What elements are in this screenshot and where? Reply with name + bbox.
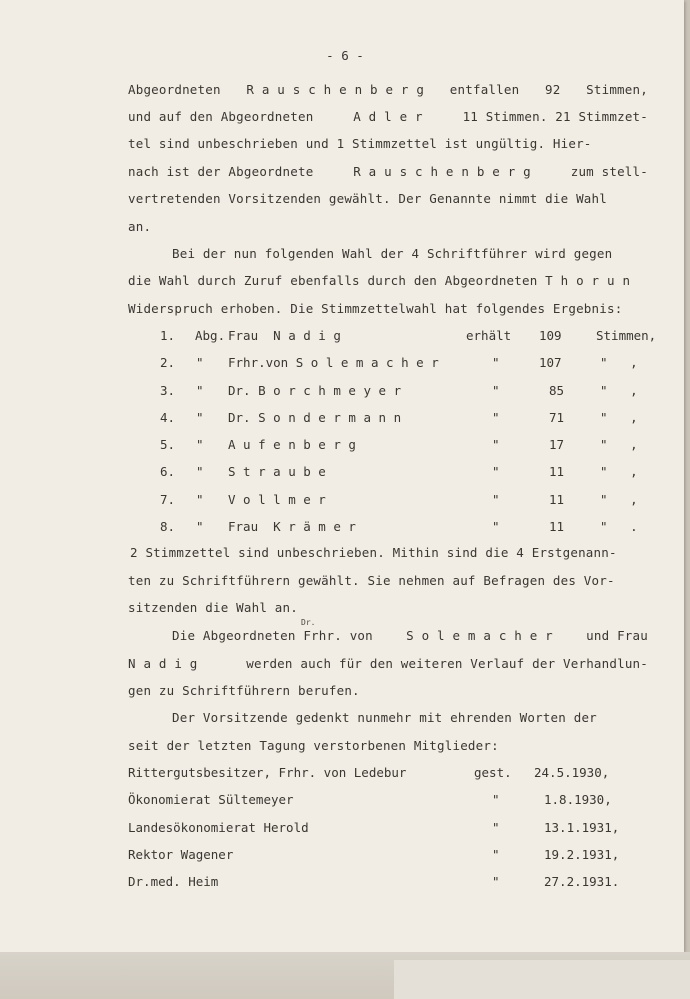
para2-line-3: Widerspruch erhoben. Die Stimmzettelwahl hat folgendes Ergebnis:	[128, 301, 623, 316]
vote-verb: erhält	[466, 328, 512, 343]
vote-prefix: "	[196, 519, 204, 534]
vote-num: 7.	[160, 492, 176, 507]
vote-count: 17	[549, 437, 565, 452]
spaced-name: A d l e r	[353, 109, 423, 124]
vote-unit: " ,	[600, 492, 638, 507]
para5-line-1: Der Vorsitzende gedenkt nunmehr mit ehrenden Worten der	[172, 710, 597, 725]
underlying-page-tab	[394, 960, 690, 999]
vote-name: Frau K r ä m e r	[228, 519, 356, 534]
text-span: Die Abgeordneten Frhr. von	[172, 628, 373, 643]
vote-count: 11	[549, 492, 565, 507]
deceased-mark: "	[492, 820, 500, 835]
vote-num: 4.	[160, 410, 176, 425]
deceased-name: Landesökonomierat Herold	[128, 820, 309, 835]
deceased-name: Rektor Wagener	[128, 847, 234, 862]
vote-count: 107	[539, 355, 562, 370]
vote-name: V o l l m e r	[228, 492, 326, 507]
text-span: Abgeordneten	[128, 82, 221, 97]
vote-unit: " .	[600, 519, 638, 534]
spaced-name: S o l e m a c h e r	[406, 628, 553, 643]
vote-count: 85	[549, 383, 565, 398]
vote-num: 3.	[160, 383, 176, 398]
page-number: - 6 -	[326, 48, 364, 63]
vote-unit: Stimmen,	[596, 328, 657, 343]
vote-num: 6.	[160, 464, 176, 479]
text-span: werden auch für den weiteren Verlauf der Verhandlun-	[246, 656, 648, 671]
page-edge-strip	[0, 952, 690, 999]
vote-name: Frau N a d i g	[228, 328, 341, 343]
vote-prefix: "	[196, 492, 204, 507]
deceased-date: 27.2.1931.	[544, 874, 620, 889]
vote-name: Frhr.von S o l e m a c h e r	[228, 355, 439, 370]
vote-count: 109	[539, 328, 562, 343]
handwritten-annotation: Dr.	[301, 618, 316, 627]
para4-line-1	[172, 628, 648, 643]
vote-verb: "	[492, 464, 500, 479]
para5-line-2: seit der letzten Tagung verstorbenen Mitglieder:	[128, 738, 499, 753]
para1-line-5: vertretenden Vorsitzenden gewählt. Der Genannte nimmt die Wahl	[128, 191, 607, 206]
text-span: entfallen	[449, 82, 520, 97]
para3-line-1: 2 Stimmzettel sind unbeschrieben. Mithin sind die 4 Erstgenann-	[130, 545, 617, 560]
spaced-name: R a u s c h e n b e r g	[246, 82, 425, 97]
para3-line-3: sitzenden die Wahl an.	[128, 600, 298, 615]
vote-num: 5.	[160, 437, 176, 452]
text-span: 92	[545, 82, 561, 97]
deceased-mark: "	[492, 847, 500, 862]
vote-unit: " ,	[600, 464, 638, 479]
deceased-date: 1.8.1930,	[544, 792, 612, 807]
text-span: Stimmen,	[586, 82, 648, 97]
vote-prefix: Abg.	[195, 328, 226, 343]
vote-prefix: "	[196, 410, 204, 425]
deceased-name: Rittergutsbesitzer, Frhr. von Ledebur	[128, 765, 407, 780]
vote-verb: "	[492, 355, 500, 370]
vote-verb: "	[492, 383, 500, 398]
text-span: und auf den Abgeordneten	[128, 109, 314, 124]
text-span: und Frau	[586, 628, 648, 643]
para2-line-1: Bei der nun folgenden Wahl der 4 Schriftführer wird gegen	[172, 246, 613, 261]
deceased-date: 13.1.1931,	[544, 820, 620, 835]
deceased-mark: gest.	[474, 765, 512, 780]
vote-name: S t r a u b e	[228, 464, 326, 479]
vote-name: Dr. B o r c h m e y e r	[228, 383, 402, 398]
vote-name: A u f e n b e r g	[228, 437, 356, 452]
deceased-date: 24.5.1930,	[534, 765, 610, 780]
para4-line-3: gen zu Schriftführern berufen.	[128, 683, 360, 698]
vote-prefix: "	[196, 437, 204, 452]
text-span: zum stell-	[570, 164, 648, 179]
para1-line-6: an.	[128, 219, 152, 234]
para1-line-2	[128, 109, 648, 124]
vote-unit: " ,	[600, 383, 638, 398]
vote-count: 71	[549, 410, 565, 425]
vote-prefix: "	[196, 355, 204, 370]
deceased-name: Dr.med. Heim	[128, 874, 219, 889]
vote-verb: "	[492, 492, 500, 507]
vote-count: 11	[549, 519, 565, 534]
vote-num: 1.	[160, 328, 176, 343]
para1-line-3: tel sind unbeschrieben und 1 Stimmzettel ist ungültig. Hier-	[128, 136, 592, 151]
vote-num: 2.	[160, 355, 176, 370]
vote-verb: "	[492, 519, 500, 534]
vote-name: Dr. S o n d e r m a n n	[228, 410, 402, 425]
para1-line-1	[128, 82, 648, 97]
vote-num: 8.	[160, 519, 176, 534]
deceased-mark: "	[492, 792, 500, 807]
text-span: 11 Stimmen. 21 Stimmzet-	[462, 109, 648, 124]
para3-line-2: ten zu Schriftführern gewählt. Sie nehmen auf Befragen des Vor-	[128, 573, 615, 588]
deceased-name: Ökonomierat Sültemeyer	[128, 792, 294, 807]
para4-line-2	[128, 656, 648, 671]
vote-verb: "	[492, 437, 500, 452]
spaced-name: N a d i g	[128, 656, 198, 671]
vote-prefix: "	[196, 464, 204, 479]
vote-count: 11	[549, 464, 565, 479]
vote-unit: " ,	[600, 410, 638, 425]
vote-verb: "	[492, 410, 500, 425]
text-span: nach ist der Abgeordnete	[128, 164, 314, 179]
vote-prefix: "	[196, 383, 204, 398]
spaced-name: R a u s c h e n b e r g	[353, 164, 531, 179]
vote-unit: " ,	[600, 437, 638, 452]
deceased-date: 19.2.1931,	[544, 847, 620, 862]
vote-unit: " ,	[600, 355, 638, 370]
para1-line-4	[128, 164, 648, 179]
para2-line-2: die Wahl durch Zuruf ebenfalls durch den Abgeordneten T h o r u n	[128, 273, 631, 288]
deceased-mark: "	[492, 874, 500, 889]
